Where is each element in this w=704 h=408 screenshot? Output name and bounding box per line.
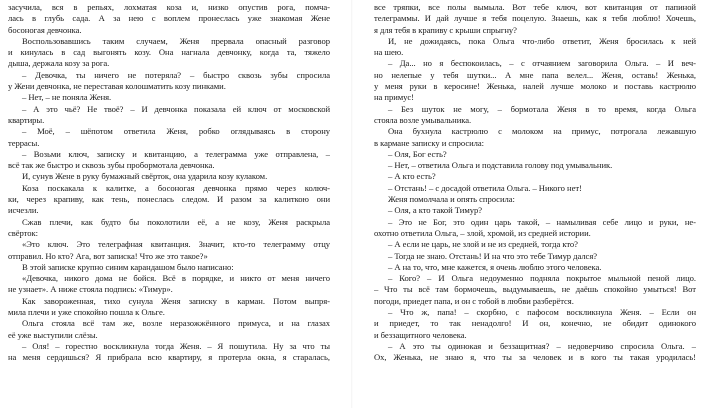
- right-page-line: – Оля, а кто такой Тимур?: [388, 205, 482, 216]
- left-page-line: исчезли.: [8, 205, 39, 216]
- left-page-line: лась в глубь сада. А за нею с воплем пронеслась уже знакомая Жене: [8, 13, 330, 24]
- left-page-line: – Оля! – горестно воскликнула тогда Женя. – Я пошутила. Ну за что ты: [22, 340, 330, 351]
- right-page-line: я для тебя в крапиву с крыши спрыгну?: [374, 24, 517, 35]
- left-page-line: дыша, держала козу за рога.: [8, 58, 110, 69]
- left-page-line: И, сунув Жене в руку бумажный свёрток, она ударила козу кулаком.: [22, 171, 268, 182]
- right-page-line: – Да... но я беспокоилась, – с отчаянием заговорила Ольга. – И веч-: [388, 58, 696, 69]
- left-page-line: – Возьми ключ, записку и квитанцию, а телеграмма уже отправлена, –: [22, 148, 330, 159]
- left-page-line: отправил. Но кто? Ага, вот записка! Что же это такое?»: [8, 250, 208, 261]
- left-page-line: Сжав плечи, как будто бы поколотили её, а не козу, Женя раскрыла: [22, 216, 330, 227]
- right-page-line: И, не дожидаясь, пока Ольга что-либо ответит, Женя бросилась к ней: [388, 35, 696, 46]
- right-page-line: – А это ты одинокая и беззащитная? – недоверчиво спросила Ольга. –: [388, 340, 696, 351]
- left-page-line: не узнает». А ниже стояла подпись: «Тимур».: [8, 284, 173, 295]
- left-page-line: на меня сердишься? Я прибрала всю квартиру, я протерла окна, я старалась,: [8, 352, 330, 363]
- left-page-line: и кинулась в сад выгонять козу. Она нагнала девчонку, когда та, тяжело: [8, 47, 330, 58]
- right-page-line: – Тогда не знаю. Отстань! И на что это тебе Тимур дался?: [388, 250, 597, 261]
- right-page-line: – Это не Бог, это один царь такой, – намыливая себе лицо и руки, не-: [388, 216, 696, 227]
- left-page-line: Ольга стояла всё там же, возле неразожжённого примуса, и на глазах: [22, 318, 330, 329]
- left-page-line: В этой записке крупно синим карандашом было написано:: [22, 261, 234, 272]
- left-page-line: Коза поскакала к калитке, а босоногая девчонка прямо через колюч-: [22, 182, 330, 193]
- right-page-line: – А на то, что, мне кажется, я очень люблю этого человека.: [388, 261, 602, 272]
- right-page: [374, 2, 696, 406]
- right-page-line: у меня руки в керосине! Женька, налей лучше молоко и поставь кастрюлю: [374, 81, 696, 92]
- right-page-line: – Нет, – ответила Ольга и подставила голову под умывальник.: [388, 160, 613, 171]
- left-page-line: квартиры.: [8, 114, 45, 125]
- right-page-line: – Оля, Бог есть?: [388, 148, 447, 159]
- right-page-line: на шею.: [374, 47, 404, 58]
- right-page-line: и беззащитного человека.: [374, 329, 467, 340]
- page-gutter: [351, 0, 353, 408]
- left-page-line: террасы.: [8, 137, 40, 148]
- left-page-line: «Девочка, никого дома не бойся. Всё в порядке, и никто от меня ничего: [22, 273, 330, 284]
- left-page-line: засучила, вся в репьях, лохматая коза и, низко опустив рога, помча-: [8, 2, 330, 12]
- left-page-line: Воспользовавшись таким случаем, Женя прервала опасный разговор: [22, 35, 330, 46]
- left-page-line: – Девочка, ты ничего не потеряла? – быстро сквозь зубы спросила: [22, 69, 330, 80]
- left-page-line: босоногая девчонка.: [8, 24, 82, 35]
- left-page-line: всё так же быстро и сквозь зубы пробормотала девчонка.: [8, 160, 215, 171]
- right-page-line: и приедет, то так ненадолго! И он, конечно, не обидит одинокого: [374, 318, 696, 329]
- right-page-line: но нелепые у тебя шутки... А мне папа велел... Женя, оставь! Женька,: [374, 69, 696, 80]
- right-page-line: – А если не царь, не злой и не из средней, тогда кто?: [388, 239, 578, 250]
- left-page-line: её уже выступили слёзы.: [8, 329, 98, 340]
- right-page-line: Ох, Женька, не знаю я, что ты за человек и в кого ты такая уродилась!: [374, 352, 696, 363]
- left-page-line: мила плечи и уже спокойно пошла к Ольге.: [8, 307, 165, 318]
- left-page-line: Как завороженная, тихо сунула Женя записку в карман. Потом выпря-: [22, 295, 330, 306]
- right-page-line: – Без шуток не могу, – бормотала Женя в то время, когда Ольга: [388, 103, 696, 114]
- left-page-line: «Это ключ. Это телеграфная квитанция. Значит, кто-то телеграмму отцу: [22, 239, 330, 250]
- right-page-line: – Кого? – И Ольга недоуменно подняла покрытое мыльной пеной лицо.: [388, 273, 696, 284]
- right-page-line: телеграммы. И дай лучше я тебя поцелую. Знаешь, как я тебя люблю! Хочешь,: [374, 13, 696, 24]
- right-page-line: – Что ж, папа! – скорбно, с пафосом воскликнула Женя. – Если он: [388, 307, 696, 318]
- right-page-line: Она бухнула кастрюлю с молоком на примус, потрогала лежавшую: [388, 126, 696, 137]
- left-page-line: свёрток:: [8, 227, 38, 238]
- left-page: [8, 2, 330, 406]
- left-page-line: – Моё, – шёпотом ответила Женя, робко оглядываясь в сторону: [22, 126, 330, 137]
- left-page-line: ки, через крапиву, как тень, понеслась следом. И разом за калиткою они: [8, 194, 330, 205]
- right-page-line: – Что ты всё там бормочешь, выдумываешь, не даёшь спокойно умыться! Вот: [374, 284, 696, 295]
- right-page-line: в кармане записку и спросила:: [374, 137, 485, 148]
- right-page-line: погоди, приедет папа, и он с тобой в любви разберётся.: [374, 295, 574, 306]
- right-page-line: – А кто есть?: [388, 171, 436, 182]
- left-page-line: у Жени девчонка, не переставая колошматить козу пинками.: [8, 81, 226, 92]
- left-page-line: – А это чьё? Не твоё? – И девчонка показала ей ключ от московской: [22, 103, 330, 114]
- right-page-line: все тряпки, все полы вымыла. Вот тебе ключ, вот квитанция от папиной: [374, 2, 696, 12]
- right-page-line: стояла возле умывальника.: [374, 114, 472, 125]
- right-page-line: Женя помолчала и опять спросила:: [388, 194, 515, 205]
- right-page-line: охотно ответила Ольга, – злой, хромой, из средней истории.: [374, 227, 591, 238]
- left-page-line: – Нет, – не поняла Женя.: [22, 92, 112, 103]
- right-page-line: на примус!: [374, 92, 414, 103]
- right-page-line: – Отстань! – с досадой ответила Ольга. – Никого нет!: [388, 182, 582, 193]
